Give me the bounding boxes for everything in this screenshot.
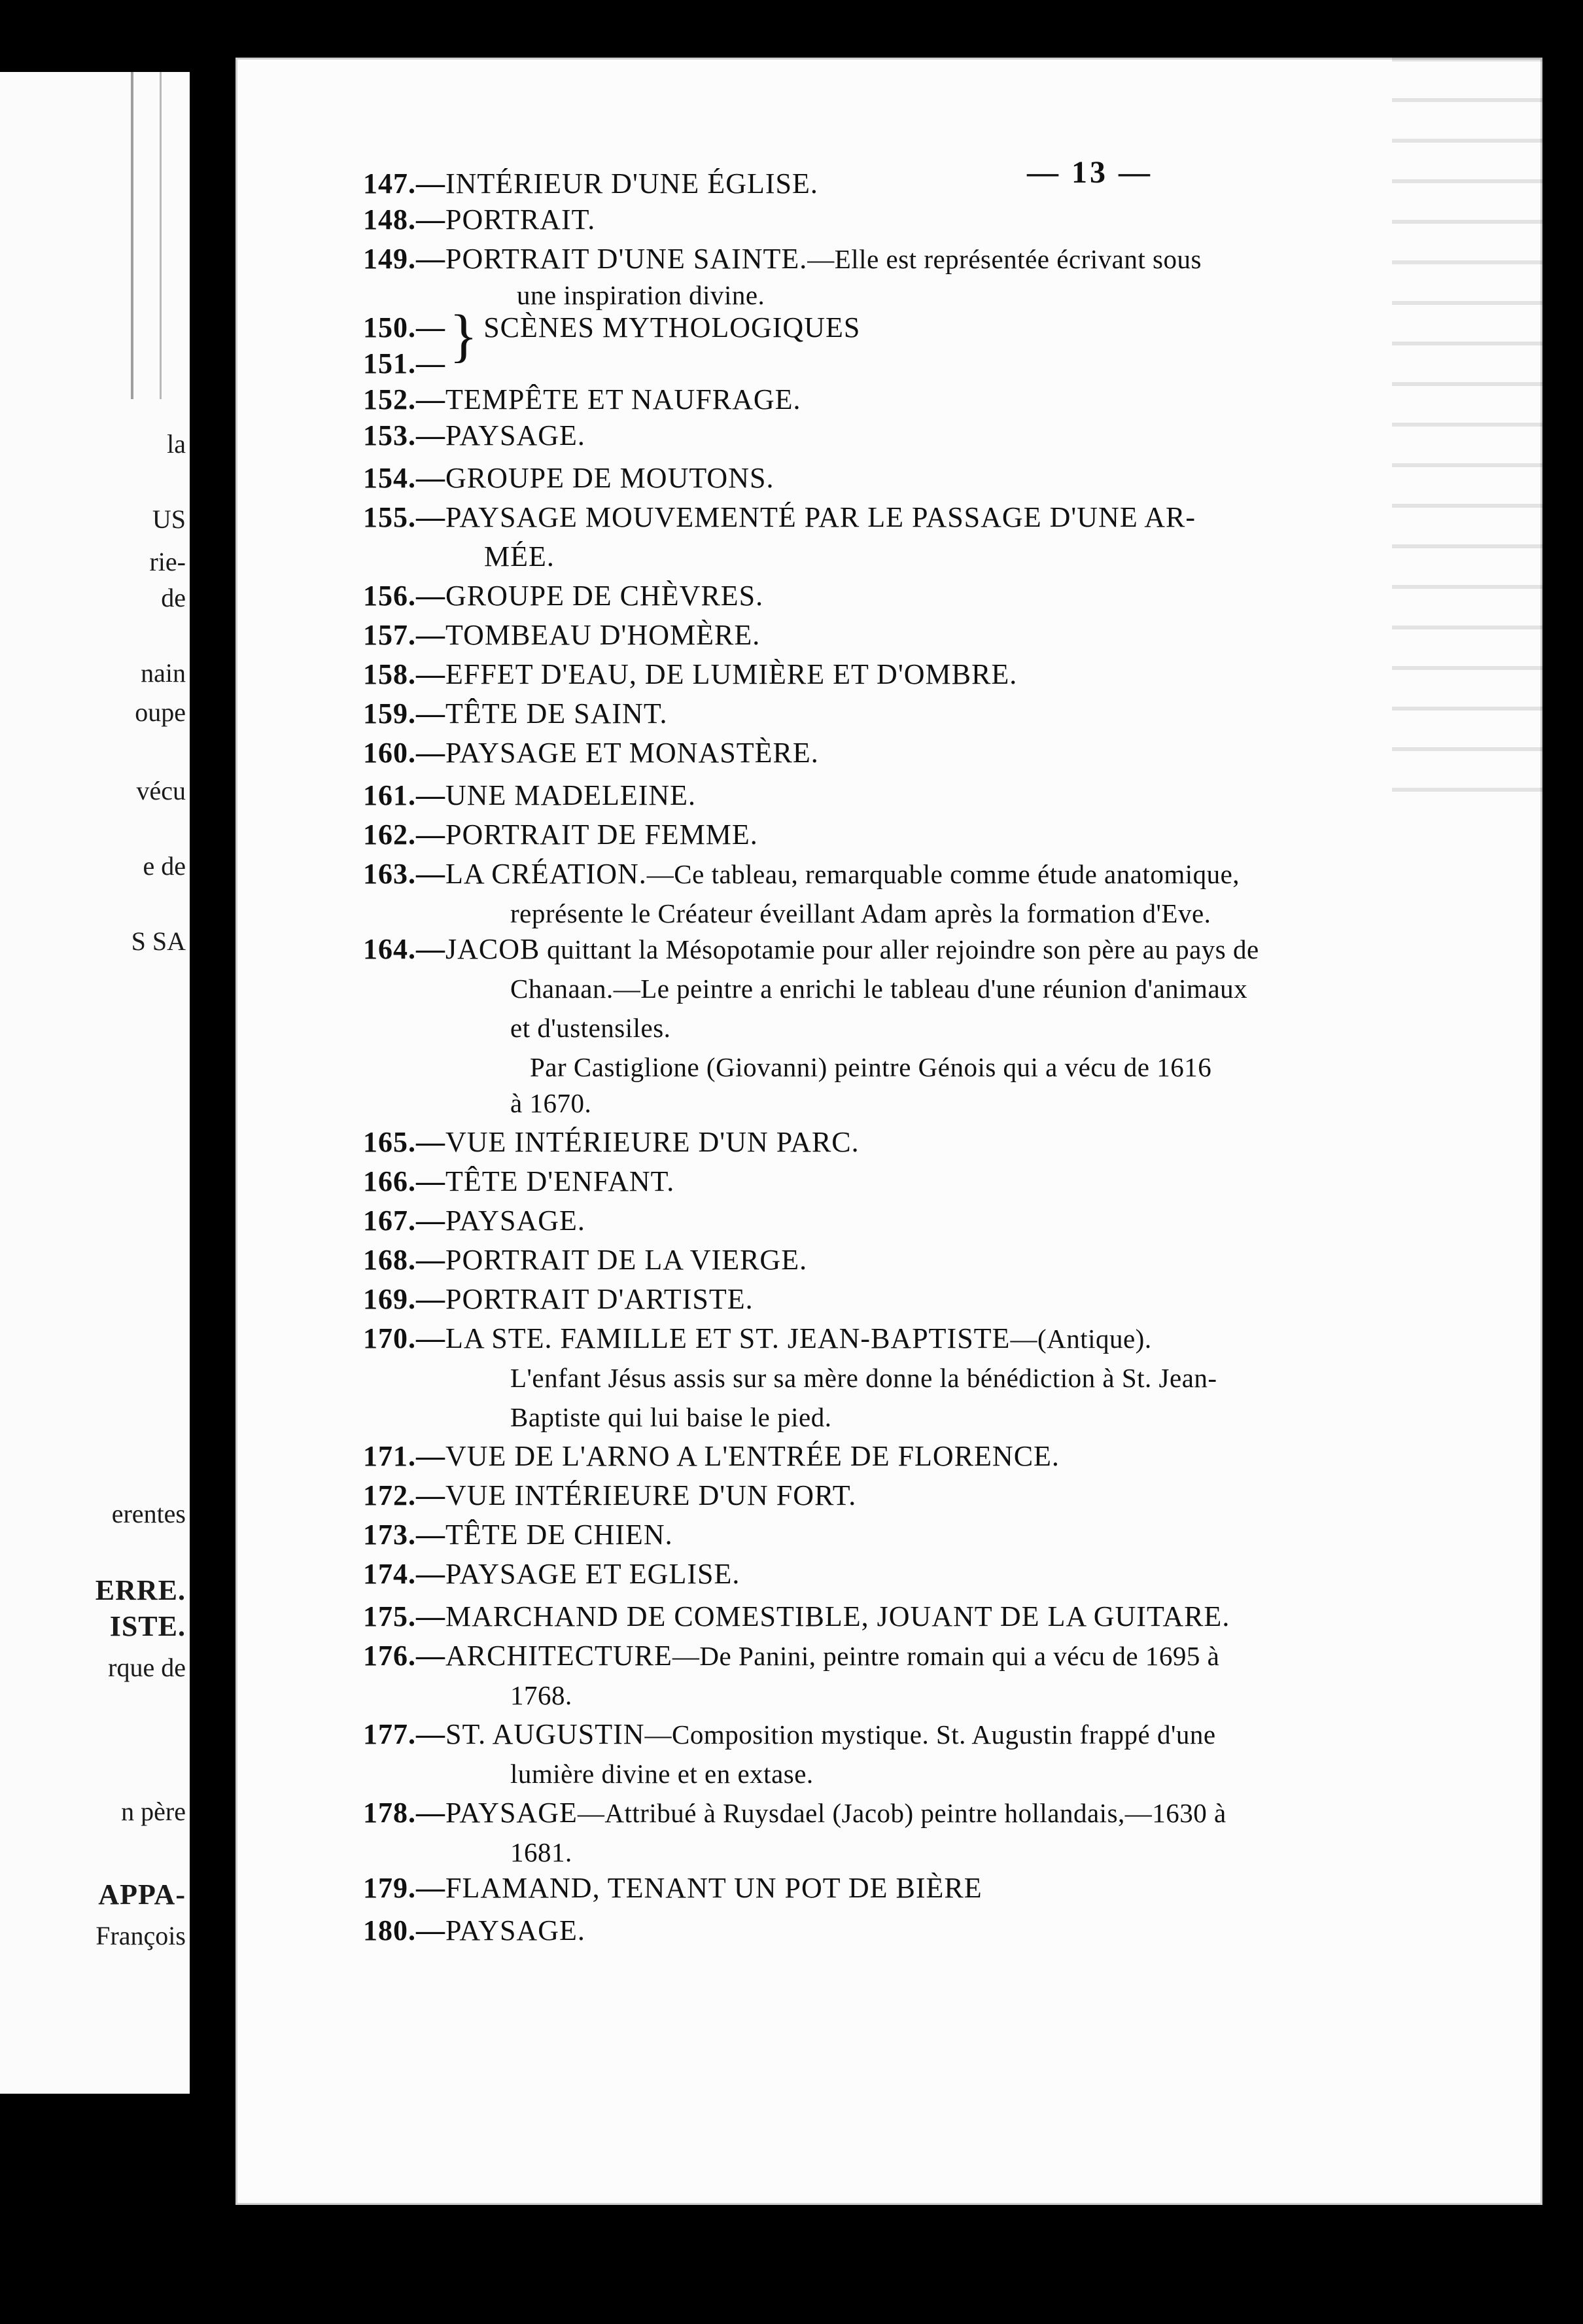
entry-description: —(Antique). (1010, 1324, 1152, 1354)
entry-title: FLAMAND, TENANT UN POT DE BIÈRE (445, 1872, 983, 1904)
entry-title: ST. AUGUSTIN (445, 1718, 645, 1750)
entry-number: 179.— (363, 1872, 445, 1904)
page-fold (131, 72, 162, 399)
catalog-entry (363, 1439, 1060, 1473)
entry-title: UNE MADELEINE. (445, 779, 697, 811)
catalog-entry-continuation (510, 1361, 1217, 1394)
catalog-entry (363, 1204, 585, 1237)
entry-title: ARCHITECTURE (445, 1640, 672, 1672)
entry-number: 170.— (363, 1322, 445, 1354)
entry-number: 149.— (363, 243, 445, 275)
left-page-fragment: APPA- (98, 1878, 186, 1910)
entry-number: 157.— (363, 619, 445, 651)
entry-number: 172.— (363, 1479, 445, 1511)
left-page-fragment: la (167, 429, 186, 459)
entry-number: 180.— (363, 1914, 445, 1946)
catalog-entry (363, 1243, 807, 1276)
catalog-entry (363, 779, 696, 812)
catalog-entry (363, 618, 760, 652)
entry-number: 160.— (363, 737, 445, 769)
entry-title: VUE DE L'ARNO A L'ENTRÉE DE FLORENCE. (445, 1440, 1060, 1472)
catalog-entry (363, 167, 818, 200)
entry-description: Par Castiglione (Giovanni) peintre Génois qui a vécu de 1616 (530, 1052, 1212, 1082)
entry-description: à 1670. (510, 1088, 592, 1118)
page-number: — 13 — (1027, 155, 1153, 190)
catalog-entry (363, 1322, 1152, 1355)
catalog-entry (363, 461, 774, 495)
catalog-entry-continuation (510, 1086, 591, 1119)
entry-title: PAYSAGE (445, 1797, 578, 1829)
entry-number: 153.— (363, 419, 445, 451)
entry-title: TÊTE D'ENFANT. (445, 1165, 675, 1197)
entry-description: L'enfant Jésus assis sur sa mère donne la bénédiction à St. Jean- (510, 1363, 1217, 1393)
entry-description: —Attribué à Ruysdael (Jacob) peintre hollandais,—1630 à (577, 1798, 1226, 1828)
entry-title: PAYSAGE ET EGLISE. (445, 1558, 740, 1590)
entry-description: représente le Créateur éveillant Adam après la formation d'Eve. (510, 898, 1211, 928)
catalog-entry (363, 203, 595, 236)
catalog-entry (363, 1125, 860, 1159)
entry-number: 148.— (363, 203, 445, 236)
catalog-entry (363, 1165, 674, 1198)
catalog-entry-continuation (363, 347, 445, 380)
entry-description: 1768. (510, 1680, 572, 1710)
catalog-entry (363, 1717, 1216, 1751)
catalog-entry-continuation (510, 1757, 814, 1790)
entry-number: 156.— (363, 580, 445, 612)
entry-title: TEMPÊTE ET NAUFRAGE. (445, 383, 801, 415)
left-page-fragment: n père (121, 1797, 186, 1826)
entry-title: PORTRAIT D'ARTISTE. (445, 1283, 754, 1315)
left-page-fragment: US (152, 504, 186, 534)
entry-number: 164.— (363, 933, 445, 965)
entry-description: lumière divine et en extase. (510, 1759, 814, 1789)
entry-number: 168.— (363, 1244, 445, 1276)
catalog-page (235, 58, 1542, 2205)
catalog-entry-continuation (510, 1011, 670, 1044)
entry-number: 154.— (363, 462, 445, 494)
entry-number: 174.— (363, 1558, 445, 1590)
entry-description: Chanaan.—Le peintre a enrichi le tableau d'une réunion d'animaux (510, 974, 1248, 1004)
entry-title: PAYSAGE. (445, 1205, 585, 1237)
entry-title: TÊTE DE SAINT. (445, 697, 668, 730)
entry-title: PORTRAIT DE FEMME. (445, 819, 758, 851)
entry-description: une inspiration divine. (517, 280, 765, 310)
left-page-fragment: rque de (108, 1653, 186, 1682)
left-page-fragment: ERRE. (95, 1574, 186, 1606)
catalog-entry (363, 383, 801, 416)
entry-title: EFFET D'EAU, DE LUMIÈRE ET D'OMBRE. (445, 658, 1018, 690)
entry-number: 158.— (363, 658, 445, 690)
entry-title: PAYSAGE. (445, 1914, 585, 1946)
catalog-entry (363, 736, 819, 769)
entry-title: PORTRAIT. (445, 203, 596, 236)
entry-number: 155.— (363, 501, 445, 533)
entry-number: 165.— (363, 1126, 445, 1158)
entry-title: TOMBEAU D'HOMÈRE. (445, 619, 761, 651)
entry-number: 167.— (363, 1205, 445, 1237)
catalog-entry (363, 932, 1259, 966)
catalog-entry-continuation (517, 278, 765, 311)
entry-title: PORTRAIT DE LA VIERGE. (445, 1244, 808, 1276)
entry-number: 176.— (363, 1640, 445, 1672)
left-page-fragment: S SA (131, 926, 186, 956)
left-page-fragment: François (96, 1921, 186, 1950)
entry-description: —Ce tableau, remarquable comme étude anatomique, (646, 859, 1240, 889)
catalog-entry-continuation (510, 1835, 572, 1869)
catalog-entry-continuation (445, 540, 555, 573)
entry-title: GROUPE DE MOUTONS. (445, 462, 774, 494)
entry-number: 175.— (363, 1600, 445, 1632)
entry-description: 1681. (510, 1837, 572, 1867)
catalog-entry (363, 818, 758, 851)
entry-description: et d'ustensiles. (510, 1013, 671, 1043)
catalog-entry (363, 658, 1017, 691)
entry-number: 159.— (363, 697, 445, 730)
entry-title: LA CRÉATION. (445, 858, 647, 890)
entry-description: quittant la Mésopotamie pour aller rejoindre son père au pays de (540, 934, 1259, 964)
entry-number: 169.— (363, 1283, 445, 1315)
entry-number: 151.— (363, 347, 445, 379)
left-page-fragment: e de (143, 851, 186, 881)
entry-number: 150.— (363, 311, 445, 343)
entry-description: —Composition mystique. St. Augustin frappé d'une (644, 1719, 1216, 1750)
entry-title: MARCHAND DE COMESTIBLE, JOUANT DE LA GUITARE. (445, 1600, 1230, 1632)
entry-description: —De Panini, peintre romain qui a vécu de 1695 à (672, 1641, 1220, 1671)
entry-description: —Elle est représentée écrivant sous (807, 244, 1202, 274)
entry-number: 163.— (363, 858, 445, 890)
catalog-entry-continuation (510, 972, 1247, 1005)
catalog-entry (363, 1914, 585, 1947)
grouping-brace: } (449, 304, 479, 368)
entry-title: GROUPE DE CHÈVRES. (445, 580, 764, 612)
entry-description: Baptiste qui lui baise le pied. (510, 1402, 832, 1432)
entry-title: JACOB (445, 933, 540, 965)
entry-title: PAYSAGE MOUVEMENTÉ PAR LE PASSAGE D'UNE AR- (445, 501, 1196, 533)
catalog-entry (363, 1600, 1230, 1633)
entry-title: TÊTE DE CHIEN. (445, 1519, 673, 1551)
catalog-entry (363, 1282, 754, 1316)
bleed-through-text (1392, 58, 1542, 810)
entry-title: MÉE. (484, 540, 555, 572)
catalog-entry-continuation (530, 1050, 1211, 1083)
entry-number: 173.— (363, 1519, 445, 1551)
entry-title: LA STE. FAMILLE ET ST. JEAN-BAPTISTE (445, 1322, 1011, 1354)
entry-number: 178.— (363, 1797, 445, 1829)
catalog-entry (363, 501, 1196, 534)
catalog-entry (363, 242, 1202, 275)
catalog-entry (363, 1557, 740, 1591)
entry-title: VUE INTÉRIEURE D'UN PARC. (445, 1126, 860, 1158)
catalog-entry (363, 1871, 983, 1905)
catalog-entry (363, 1518, 673, 1551)
catalog-entry-continuation (510, 896, 1211, 930)
entry-number: 162.— (363, 819, 445, 851)
catalog-entry-continuation (510, 1678, 572, 1712)
entry-number: 152.— (363, 383, 445, 415)
catalog-entry-continuation (510, 1400, 831, 1434)
catalog-entry (363, 857, 1240, 890)
entry-number: 177.— (363, 1718, 445, 1750)
entry-number: 166.— (363, 1165, 445, 1197)
left-page-fragment: erentes (111, 1499, 186, 1528)
entry-number: 147.— (363, 167, 445, 200)
left-page-fragment: ISTE. (109, 1610, 186, 1642)
entry-title: PAYSAGE ET MONASTÈRE. (445, 737, 819, 769)
entry-title: PORTRAIT D'UNE SAINTE. (445, 243, 808, 275)
left-page-fragment: rie- (149, 547, 186, 576)
catalog-entry (363, 1479, 856, 1512)
left-page-fragment: vécu (136, 776, 186, 805)
entry-title: VUE INTÉRIEURE D'UN FORT. (445, 1479, 857, 1511)
left-page-fragment: oupe (135, 697, 186, 727)
entry-title: INTÉRIEUR D'UNE ÉGLISE. (445, 167, 818, 200)
catalog-entry (363, 419, 585, 452)
entry-number: 171.— (363, 1440, 445, 1472)
left-page-fragment: nain (141, 658, 186, 688)
entry-title: PAYSAGE. (445, 419, 585, 451)
catalog-entry (363, 1796, 1226, 1829)
entry-title: SCÈNES MYTHOLOGIQUES (483, 311, 861, 343)
catalog-entry (363, 697, 667, 730)
left-page-fragment: de (161, 583, 186, 612)
catalog-entry (363, 579, 763, 612)
catalog-entry (363, 1639, 1219, 1672)
entry-number: 161.— (363, 779, 445, 811)
